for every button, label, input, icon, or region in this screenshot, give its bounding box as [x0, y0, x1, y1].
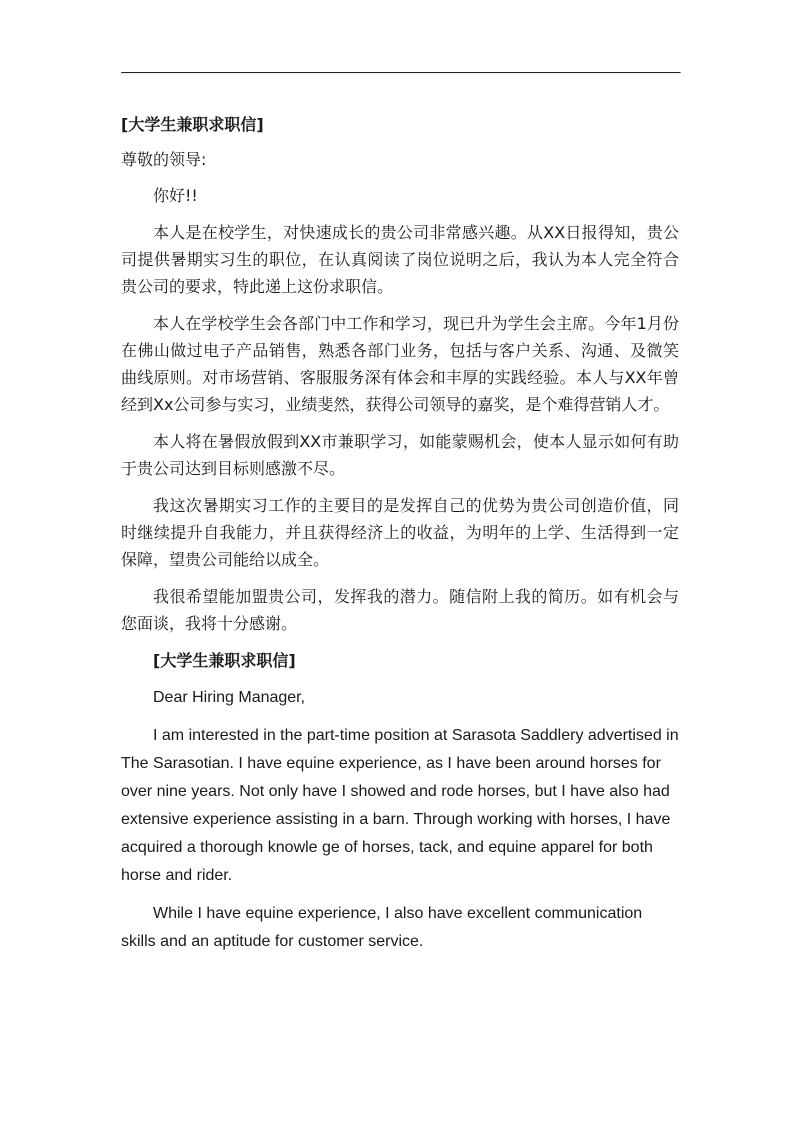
english-paragraph-interest: I am interested in the part-time position at Sarasota Saddlery advertised in The Sarasotian. I have equine experience, as I have been around horses for over nine years. Not only have I showed and rode horses, but I have also had extensive experience assisting in a barn. Through working with horses, I have acquired a thorough knowle ge of horses, tack, and equine apparel for both horse and rider.	[121, 727, 679, 884]
paragraph-closing: 我很希望能加盟贵公司，发挥我的潜力。随信附上我的简历。如有机会与您面谈，我将十分感谢。	[121, 587, 679, 633]
document-page	[121, 72, 679, 956]
paragraph-intro: 本人是在校学生，对快速成长的贵公司非常感兴趣。从XX日报得知，贵公司提供暑期实习生的职位，在认真阅读了岗位说明之后，我认为本人完全符合贵公司的要求，特此递上这份求职信。	[121, 223, 679, 296]
letter-title: [大学生兼职求职信]	[121, 115, 264, 134]
paragraph-availability: 本人将在暑假放假到XX市兼职学习，如能蒙赐机会，使本人显示如何有助于贵公司达到目标则感激不尽。	[121, 432, 679, 478]
english-paragraph-skills: While I have equine experience, I also have excellent communication skills and an aptitude for customer service.	[121, 905, 643, 950]
paragraph-goals: 我这次暑期实习工作的主要目的是发挥自己的优势为贵公司创造价值，同时继续提升自我能力，并且获得经济上的收益，为明年的上学、生活得到一定保障，望贵公司能给以成全。	[121, 496, 679, 569]
paragraph-experience: 本人在学校学生会各部门中工作和学习，现已升为学生会主席。今年1月份在佛山做过电子产品销售，熟悉各部门业务，包括与客户关系、沟通、及微笑曲线原则。对市场营销、客服服务深有体会和丰厚的实践经验。本人与XX年曾经到Xx公司参与实习，业绩斐然，获得公司领导的嘉奖，是个难得营销人才。	[121, 314, 679, 414]
header-rule	[121, 72, 681, 74]
second-letter-title: [大学生兼职求职信]	[153, 651, 296, 670]
greeting: 你好!!	[153, 186, 198, 205]
salutation: 尊敬的领导:	[121, 150, 207, 169]
english-salutation: Dear Hiring Manager,	[153, 689, 306, 706]
